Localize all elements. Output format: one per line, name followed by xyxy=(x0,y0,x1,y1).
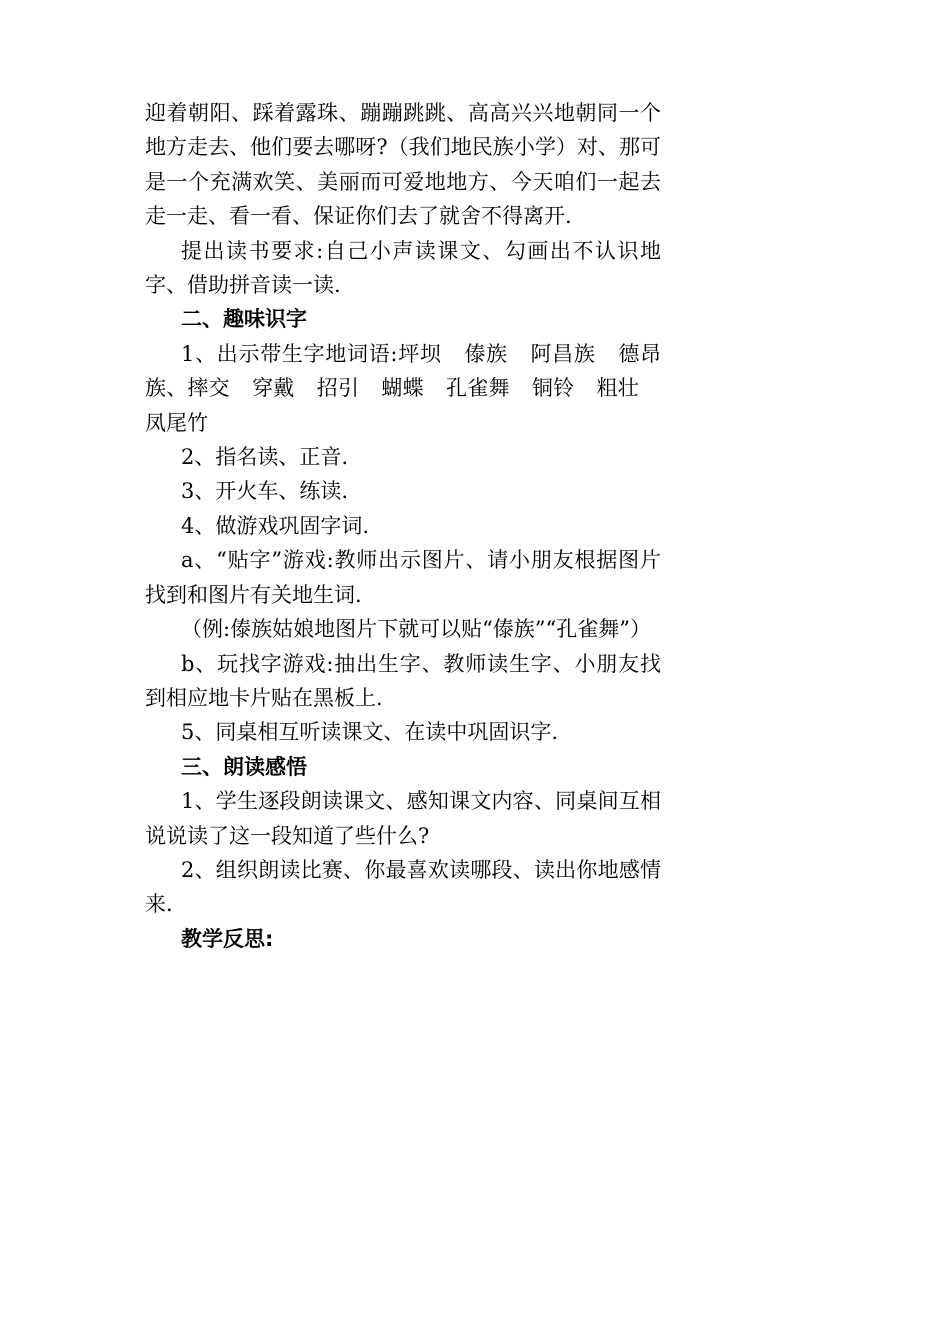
list-item-b: b、玩找字游戏:抽出生字、教师读生字、小朋友找到相应地卡片贴在黑板上. xyxy=(145,651,661,710)
list-item-4: 4、做游戏巩固字词. xyxy=(181,513,370,538)
word-item: 穿戴 xyxy=(251,376,295,401)
reading-item-2: 2、组织朗读比赛、你最喜欢读哪段、读出你地感情来. xyxy=(145,857,661,917)
list-item-5: 5、同桌相互听读课文、在读中巩固识字. xyxy=(181,720,559,745)
teaching-reflection-heading: 教学反思: xyxy=(181,926,274,951)
list-item-a: a、“贴字”游戏:教师出示图片、请小朋友根据图片找到和图片有关地生词. xyxy=(145,548,661,607)
intro-paragraph: 迎着朝阳、踩着露珠、蹦蹦跳跳、高高兴兴地朝同一个地方走去、他们要去哪呀?（我们地民族小学）对、那可是一个充满欢笑、美丽而可爱地地方、今天咱们一起去走一走、看一看、保证你们去了就舍不得离开. xyxy=(145,101,661,229)
document-body xyxy=(145,96,661,956)
word-item: 孔雀舞 xyxy=(445,376,510,401)
word-item: 傣族 xyxy=(463,341,508,366)
word-item: 粗壮 xyxy=(596,376,640,401)
list-item-2: 2、指名读、正音. xyxy=(181,445,349,470)
word-item: 凤尾竹 xyxy=(145,410,208,435)
word-item: 德昂族、摔交 xyxy=(145,341,662,401)
word-list-paragraph xyxy=(145,337,661,440)
word-list-prefix: 1、出示带生字地词语: xyxy=(181,341,398,366)
section-heading-reading: 三、朗读感悟 xyxy=(181,754,307,779)
word-item: 铜铃 xyxy=(531,376,575,401)
word-item: 阿昌族 xyxy=(529,341,596,366)
word-item: 招引 xyxy=(316,376,360,401)
word-item: 坪坝 xyxy=(397,341,442,366)
section-heading-fun-literacy: 二、趣味识字 xyxy=(181,307,307,332)
list-item-3: 3、开火车、练读. xyxy=(181,479,349,504)
reading-requirement-paragraph: 提出读书要求:自己小声读课文、勾画出不认识地字、借助拼音读一读. xyxy=(145,238,661,298)
example-note: （例:傣族姑娘地图片下就可以贴“傣族”“孔雀舞”） xyxy=(181,617,652,642)
reading-item-1: 1、学生逐段朗读课文、感知课文内容、同桌间互相说说读了这一段知道了些什么? xyxy=(145,789,661,848)
word-item: 蝴蝶 xyxy=(381,376,424,401)
